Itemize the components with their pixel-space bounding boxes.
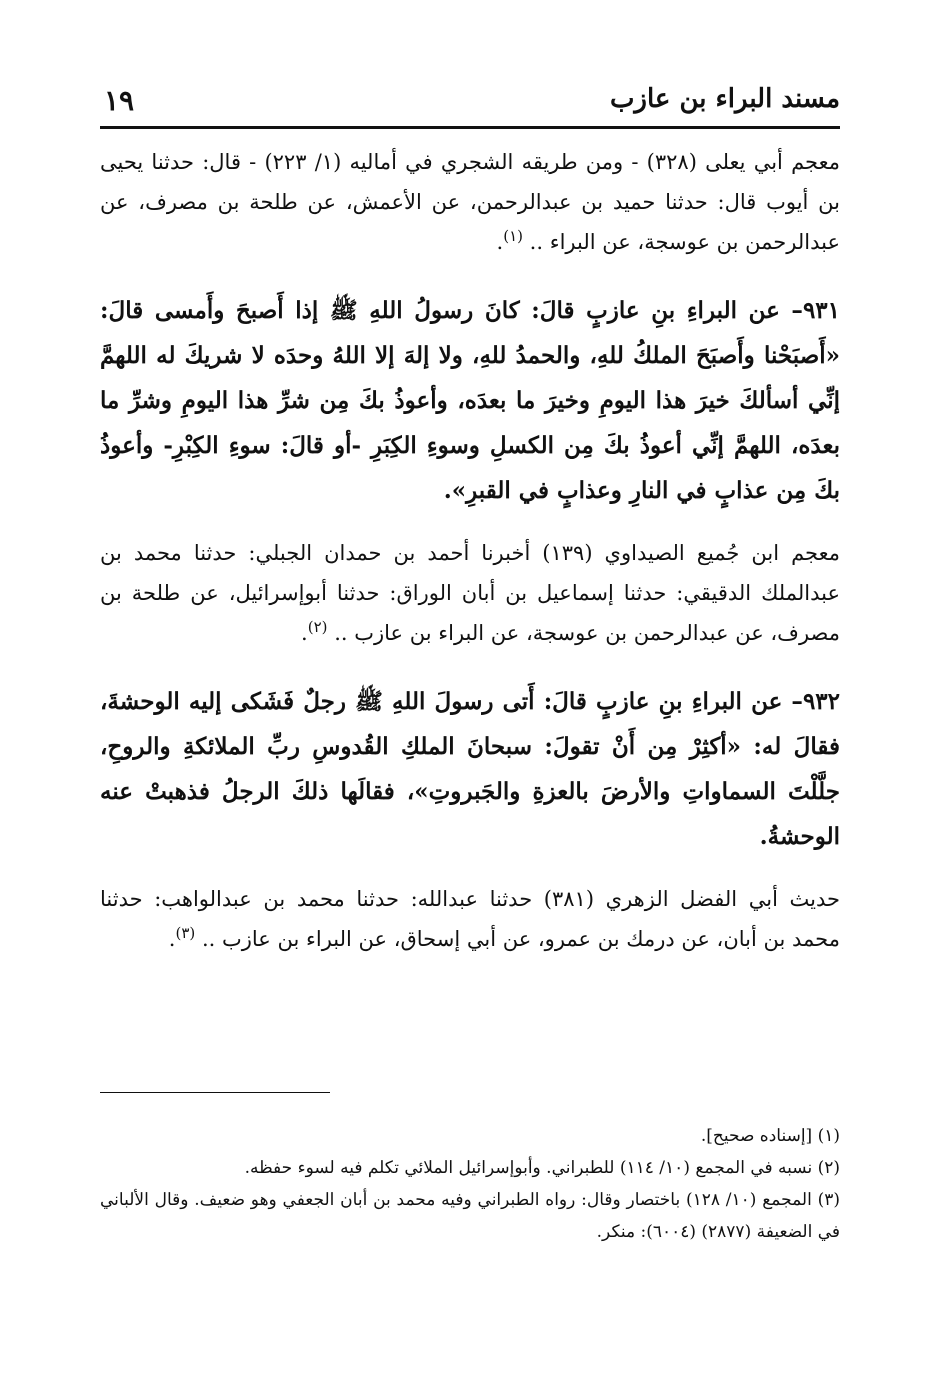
footnotes xyxy=(100,1120,840,1248)
running-title: مسند البراء بن عازب xyxy=(609,84,840,114)
hadith-931: ٩٣١– عن البراءِ بنِ عازبٍ قالَ: كانَ رسولُ اللهِ ﷺ إذا أَصبحَ وأَمسى قالَ: «أَصبَحْنا وأَصبَحَ الملكُ للهِ، والحمدُ للهِ، ولا إلهَ إلا اللهُ وحدَه لا شريكَ له اللهمَّ إنِّي أسألكَ خيرَ هذا اليومِ وخيرَ ما بعدَه، وأعوذُ بكَ مِن شرِّ هذا اليومِ وشرِّ ما بعدَه، اللهمَّ إنِّي أعوذُ بكَ مِن الكسلِ وسوءِ الكِبَرِ -أو قالَ: سوءِ الكِبْرِ- وأعوذُ بكَ مِن عذابٍ في النارِ وعذابٍ في القبرِ». xyxy=(100,297,840,504)
source-text-1: معجم أبي يعلى (٣٢٨) - ومن طريقه الشجري في أماليه (١/ ٢٢٣) - قال: حدثنا يحيى بن أيوب قال: حدثنا حميد بن عبدالرحمن، عن الأعمش، عن طلحة بن مصرف، عن عبدالرحمن بن عوسجة، عن البراء .. xyxy=(100,150,840,254)
source-paragraph-1: معجم أبي يعلى (٣٢٨) - ومن طريقه الشجري في أماليه (١/ ٢٢٣) - قال: حدثنا يحيى بن أيوب قال: حدثنا حميد بن عبدالرحمن، عن الأعمش، عن طلحة بن مصرف، عن عبدالرحمن بن عوسجة، عن البراء .. $^{(١)}$. xyxy=(100,150,840,254)
footnote-2: (٢) نسبه في المجمع (١٠/ ١١٤) للطبراني. وأبوإسرائيل الملائي تكلم فيه لسوء حفظه. xyxy=(244,1158,840,1178)
source-text-3: حديث أبي الفضل الزهري (٣٨١) حدثنا عبدالله: حدثنا محمد بن عبدالواهب: حدثنا محمد بن أبان، عن درمك بن عمرو، عن أبي إسحاق، عن البراء بن عازب .. xyxy=(100,887,840,951)
source-text-2: معجم ابن جُميع الصيداوي (١٣٩) أخبرنا أحمد بن حمدان الجبلي: حدثنا محمد بن عبدالملك الدقيقي: حدثنا إسماعيل بن أبان الوراق: حدثنا أبوإسرائيل، عن طلحة بن مصرف، عن عبدالرحمن بن عوسجة، عن البراء بن عازب .. xyxy=(100,541,840,645)
page-number: ١٩ xyxy=(104,84,135,117)
source-paragraph-2: معجم ابن جُميع الصيداوي (١٣٩) أخبرنا أحمد بن حمدان الجبلي: حدثنا محمد بن عبدالملك الدقيقي: حدثنا إسماعيل بن أبان الوراق: حدثنا أبوإسرائيل، عن طلحة بن مصرف، عن عبدالرحمن بن عوسجة، عن البراء بن عازب .. $^{(٢)}$. xyxy=(100,541,840,645)
footnote-ref-1[interactable]: (١) xyxy=(503,227,523,245)
page xyxy=(100,84,840,951)
running-header xyxy=(100,84,840,124)
footnote-3: (٣) المجمع (١٠/ ١٢٨) باختصار وقال: رواه الطبراني وفيه محمد بن أبان الجعفي وهو ضعيف. وقال الألباني في الضعيفة (٢٨٧٧) (٦٠٠٤): منكر. xyxy=(100,1190,840,1242)
hadith-932: ٩٣٢– عن البراءِ بنِ عازبٍ قالَ: أَتى رسولَ اللهِ ﷺ رجلٌ فَشَكى إليه الوحشةَ، فقالَ له: «أكثِرْ مِن أَنْ تقولَ: سبحانَ الملكِ القُدوسِ ربِّ الملائكةِ والروحِ، جلَّلْتَ السماواتِ والأرضَ بالعزةِ والجَبروتِ»، فقالَها ذلكَ الرجلُ فذهبتْ عنه الوحشةُ. xyxy=(100,688,840,850)
source-paragraph-3: حديث أبي الفضل الزهري (٣٨١) حدثنا عبدالله: حدثنا محمد بن عبدالواهب: حدثنا محمد بن أبان، عن درمك بن عمرو، عن أبي إسحاق، عن البراء بن عازب .. $^{(٣)}$. xyxy=(100,887,840,951)
main-text xyxy=(100,142,840,985)
footnote-1: (١) [إسناده صحيح]. xyxy=(700,1126,840,1146)
footnote-ref-2[interactable]: (٢) xyxy=(307,618,328,636)
header-rule xyxy=(100,126,840,129)
footnote-separator xyxy=(100,1092,330,1093)
footnote-ref-3[interactable]: (٣) xyxy=(175,924,196,942)
